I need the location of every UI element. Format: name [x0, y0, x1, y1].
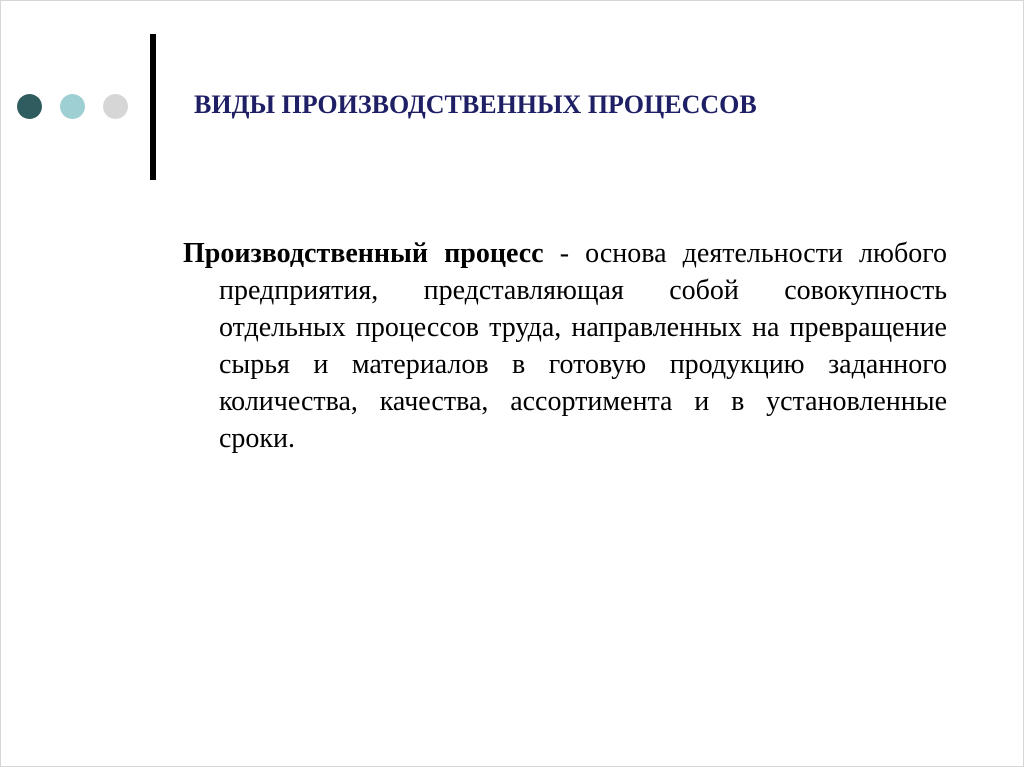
slide-title: ВИДЫ ПРОИЗВОДСТВЕННЫХ ПРОЦЕССОВ — [194, 90, 757, 119]
vertical-divider — [150, 34, 156, 180]
definition-text: - основа деятельности любого предприятия, представляющая собой совокупность отдельных процессов труда, направленных на превращение сырья и материалов в готовую продукцию заданного количества, качества, ассортимента и в установленные сроки. — [219, 238, 947, 454]
circle-icon — [103, 94, 128, 119]
definition-paragraph — [183, 235, 947, 457]
circle-icon — [17, 94, 42, 119]
definition-term: Производственный процесс — [183, 238, 544, 269]
circle-icon — [60, 94, 85, 119]
